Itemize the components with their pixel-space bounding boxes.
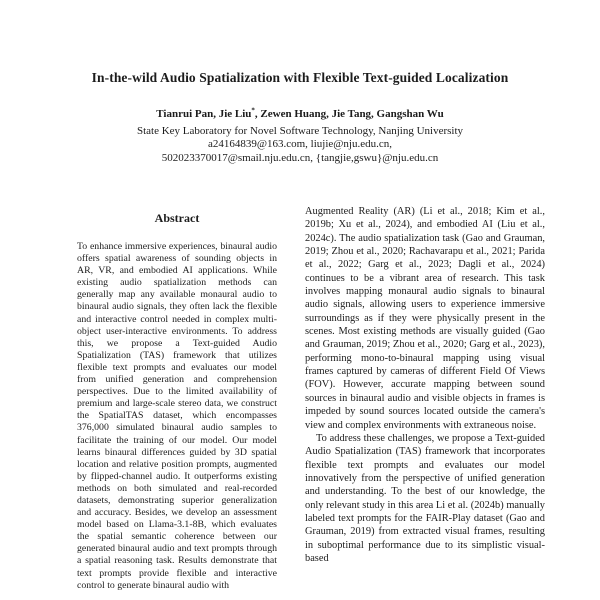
authors-names-rest: , Zewen Huang, Jie Tang, Gangshan Wu [254,108,444,120]
abstract-section [63,211,287,592]
authors-names: Tianrui Pan, Jie Liu [156,108,252,120]
authors-line [0,107,600,121]
abstract-text: To enhance immersive experiences, binaural audio offers spatial awareness of sounding objects in AR, VR, and embodied AI applications. While existing audio spatialization methods can generally map any available monaural audio to binaural audio signals, they often lack the flexible and interactive control needed in complex multi-object user-interactive environments. To address this, we propose a Text-guided Audio Spatialization (TAS) framework that utilizes flexible text prompts and evaluates our model from unified generation and comprehension perspectives. Due to the limited availability of premium and large-scale stereo data, we construct the SpatialTAS dataset, which encompasses 376,000 simulated binaural audio samples to facilitate the training of our model. Our model learns binaural differences guided by 3D spatial location and relative position prompts, augmented by flipped-channel audio. It outperforms existing methods on both simulated and real-recorded datasets, demonstrating superior generalization and accuracy. Besides, we develop an assessment model based on Llama-3.1-8B, which evaluates the spatial semantic coherence between our generated binaural audio and text prompts through a spatial reasoning task. Results demonstrate that text prompts provide flexible and interactive control to generate binaural audio with [77,241,277,591]
abstract-heading: Abstract [154,211,200,225]
left-column [63,205,287,600]
intro-paragraph-2: To address these challenges, we propose a Text-guided Audio Spatialization (TAS) framework that incorporates flexible text prompts and evaluates our model innovatively from the perspective of unified generation and understanding. To the best of our knowledge, the only relevant study in this area Li et al. (2024b) manually labeled text prompts for the FAIR-Play dataset (Gao and Grauman, 2019) from extracted visual frames, resulting in suboptimal performance due to its simplistic visual-based [305,432,545,564]
corresponding-author-mark: * [251,106,255,115]
email-line-2: 502023370017@smail.nju.edu.cn, {tangjie,gswu}@nju.edu.cn [161,151,439,164]
two-column-body [63,205,545,600]
intro-paragraph-1: Augmented Reality (AR) (Li et al., 2018; Kim et al., 2019b; Xu et al., 2024), and embodied AI (Liu et al., 2024c). The audio spatialization task (Gao and Grauman, 2019; Zhou et al., 2020; Rachavarapu et al., 2021; Parida et al., 2022; Garg et al., 2023; Dagli et al., 2024) continues to be a vibrant area of research. This task involves mapping monaural audio signals to binaural audio signals, allowing users to experience immersive surroundings as if they were physically present in the scenes. Most existing methods are visually guided (Gao and Grauman, 2019; Zhou et al., 2020; Garg et al., 2023), performing mono-to-binaural mapping using visual frames captured by cameras of different Field Of Views (FOV). However, accurate mapping between sound sources in binaural audio and visible objects in frames is impeded by sound sources located outside the camera's view and complex environments with extraneous noise. [305,206,545,431]
affiliation-line: State Key Laboratory for Novel Software Technology, Nanjing University [136,125,464,137]
email-line-1: a24164839@163.com, liujie@nju.edu.cn, [207,138,392,150]
paper-title: In-the-wild Audio Spatialization with Flexible Text-guided Localization [91,70,509,85]
right-column [305,205,545,600]
